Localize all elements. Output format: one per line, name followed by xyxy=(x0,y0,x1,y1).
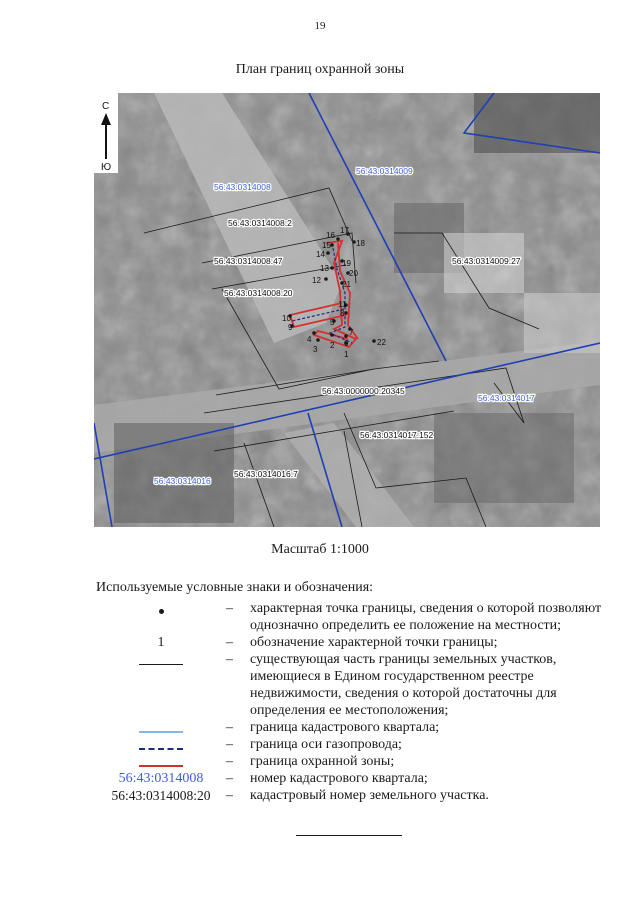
point-label: 18 xyxy=(356,239,365,248)
legend xyxy=(96,600,606,804)
aerial-photo xyxy=(94,93,600,527)
point-label: 10 xyxy=(282,314,291,323)
point-label: 22 xyxy=(377,338,386,347)
legend-heading: Используемые условные знаки и обозначения: xyxy=(96,580,374,595)
parcel-label: 56:43:0314008:2 xyxy=(228,218,292,228)
legend-item: – существующая часть границы земельных участков, имеющиеся в Едином государственном реестре недвижимости, сведения о которой достаточны для определения ее местоположения; xyxy=(96,651,606,719)
plan-title: План границ охранной зоны xyxy=(235,62,405,77)
legend-text: граница охранной зоны; xyxy=(250,754,395,769)
point-label: 3 xyxy=(313,345,318,354)
legend-item: – граница охранной зоны; xyxy=(96,753,606,770)
north-arrow xyxy=(94,93,118,173)
legend-text: граница кадастрового квартала; xyxy=(250,720,440,735)
cadastral-map xyxy=(94,93,600,527)
point-label: 12 xyxy=(312,276,321,285)
quarter-label: 56:43:0314017 xyxy=(478,393,535,403)
quarter-label: 56:43:0314008 xyxy=(214,182,271,192)
point-label: 4 xyxy=(307,335,312,344)
legend-item: – граница оси газопровода; xyxy=(96,736,606,753)
parcel-label: 56:43:0314017:152 xyxy=(360,430,434,440)
end-divider xyxy=(296,835,402,836)
scale-label: Масштаб 1:1000 xyxy=(271,542,369,557)
parcel-boundary-line-icon xyxy=(139,664,183,665)
legend-text: граница оси газопровода; xyxy=(250,737,402,752)
point-label: 17 xyxy=(340,226,349,235)
legend-text: обозначение характерной точки границы; xyxy=(250,635,498,650)
legend-text: кадастровый номер земельного участка. xyxy=(250,788,489,803)
parcel-label: 56:43:0314008:20 xyxy=(224,288,293,298)
legend-text: номер кадастрового квартала; xyxy=(250,771,428,786)
parcel-label: 56:43:0314016:7 xyxy=(234,469,298,479)
legend-text: существующая часть границы земельных участков, имеющиеся в Едином государственном реестре недвижимости, сведения о которой достаточны для определения ее местоположения; xyxy=(250,652,557,718)
gas-axis-line-icon xyxy=(139,748,183,750)
point-label: 2 xyxy=(330,341,335,350)
parcel-label: 56:43:0314009:27 xyxy=(452,256,521,266)
point-number-symbol: 1 xyxy=(157,635,165,650)
point-dot-icon xyxy=(159,609,164,614)
point-label: 13 xyxy=(320,264,329,273)
south-label: Ю xyxy=(101,162,112,173)
legend-item: 56:43:0314008 – номер кадастрового квартала; xyxy=(96,770,606,787)
parcel-label: 56:43:0000000:20345 xyxy=(322,386,405,396)
quarter-label: 56:43:0314009 xyxy=(356,166,413,176)
legend-text: характерная точка границы, сведения о которой позволяют однозначно определить ее положение на местности; xyxy=(250,601,602,633)
legend-item: – характерная точка границы, сведения о которой позволяют однозначно определить ее положение на местности; xyxy=(96,600,606,634)
point-label: 20 xyxy=(349,269,358,278)
parcel-label: 56:43:0314008:47 xyxy=(214,256,283,266)
point-label: 6 xyxy=(344,339,349,348)
legend-item: – граница кадастрового квартала; xyxy=(96,719,606,736)
page-number: 19 xyxy=(314,20,326,32)
quarter-label: 56:43:0314016 xyxy=(154,476,211,486)
point-label: 8 xyxy=(340,309,345,318)
quarter-number-symbol: 56:43:0314008 xyxy=(118,771,204,786)
north-label: С xyxy=(102,101,110,112)
legend-item: 1 – обозначение характерной точки границы; xyxy=(96,634,606,651)
point-label: 15 xyxy=(322,241,331,250)
point-label: 1 xyxy=(344,350,349,359)
point-label: 16 xyxy=(326,231,335,240)
point-label: 14 xyxy=(316,250,325,259)
point-label: 9 xyxy=(288,323,293,332)
point-label: 21 xyxy=(342,280,351,289)
protection-zone-line-icon xyxy=(139,765,183,767)
point-label: 11 xyxy=(338,300,347,309)
point-label: 7 xyxy=(349,328,354,337)
point-label: 19 xyxy=(342,259,351,268)
parcel-number-symbol: 56:43:0314008:20 xyxy=(111,788,211,803)
point-label: 5 xyxy=(330,318,335,327)
legend-item: 56:43:0314008:20 – кадастровый номер земельного участка. xyxy=(96,787,606,804)
quarter-boundary-line-icon xyxy=(139,731,183,733)
